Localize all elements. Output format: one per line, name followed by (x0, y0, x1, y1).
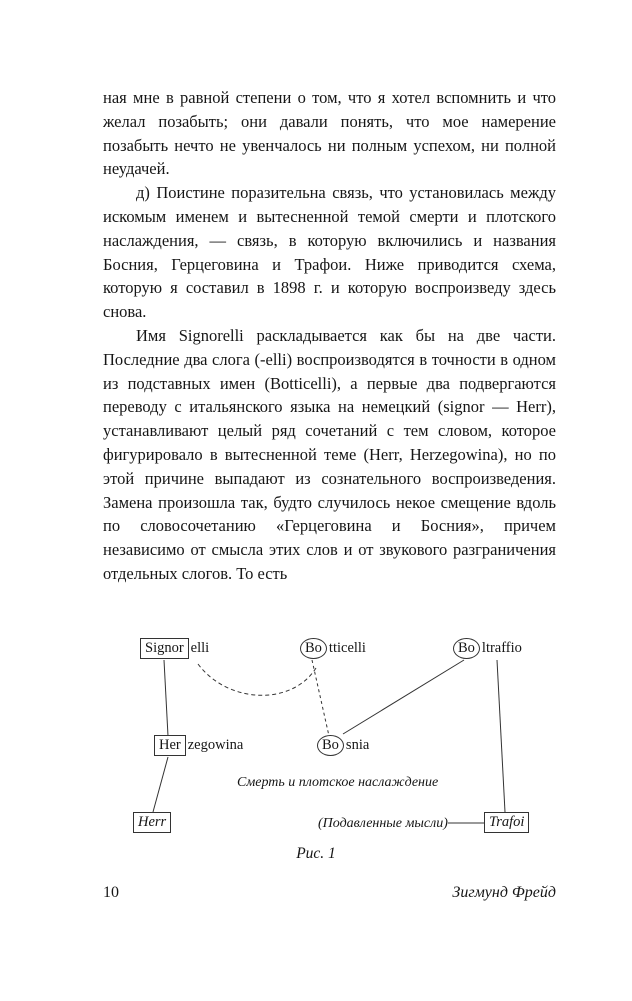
node-trafoi (484, 812, 529, 833)
page-number: 10 (103, 884, 119, 901)
boltraffio-suffix: ltraffio (481, 640, 522, 656)
node-herr (133, 812, 171, 833)
botticelli-suffix: tticelli (328, 640, 366, 656)
paragraph: Имя Signorelli раскладывается как бы на две части. Последние два слога (-elli) воспроизводятся в точности в одном из подставных имен (Botticelli), а первые два подвергаются переводу с итальянского языка на немецкий (signor — Herr), устанавливают целый ряд сочетаний с тем словом, которое фигурировало в вытесненной теме (Herr, Herzegowina), но по этой причине выпадают из сознательного воспроизведения. Замена произошла так, будто случилось некое смещение вдоль по словосочетанию «Герцеговина и Босния», причем независимо от смысла этих слов и от звукового разграничения отдельных слогов. То есть (103, 325, 556, 583)
body-text (103, 86, 556, 586)
bosnia-circle: Bo (317, 735, 344, 756)
repressed-thoughts-label: (Подавленные мысли) (318, 816, 448, 831)
botticelli-circle: Bo (300, 638, 327, 659)
node-herzegowina (154, 735, 243, 756)
signor-box: Signor (140, 638, 189, 659)
node-bosnia (317, 735, 369, 756)
figure-caption: Рис. 1 (296, 845, 336, 862)
figure-1-diagram (0, 630, 632, 875)
node-boltraffio (453, 638, 522, 659)
node-signorelli (140, 638, 209, 659)
herr-box: Herr (133, 812, 171, 833)
node-botticelli (300, 638, 366, 659)
her-box: Her (154, 735, 186, 756)
boltraffio-circle: Bo (453, 638, 480, 659)
bosnia-suffix: snia (345, 737, 370, 753)
herzegowina-suffix: zegowina (187, 737, 244, 753)
trafoi-box: Trafoi (484, 812, 529, 833)
paragraph-continuation: ная мне в равной степени о том, что я хотел вспомнить и что желал позабыть; они давали понять, что мое намерение позабыть нечто не увенчалось ни полным успехом, ни полной неудачей. (103, 88, 556, 179)
signor-suffix: elli (190, 640, 210, 656)
diagram-connector-lines (0, 630, 632, 875)
running-author: Зигмунд Фрейд (452, 884, 556, 901)
theme-label: Смерть и плотское наслаждение (237, 775, 439, 790)
page-footer (103, 884, 556, 902)
paragraph: д) Поистине поразительна связь, что установилась между искомым именем и вытесненной темой смерти и плотского наслаждения, — связь, в которую включились и названия Босния, Герцеговина и Трафои. Ниже приводится схема, которую я составил в 1898 г. и которую воспроизведу здесь снова. (103, 183, 556, 322)
